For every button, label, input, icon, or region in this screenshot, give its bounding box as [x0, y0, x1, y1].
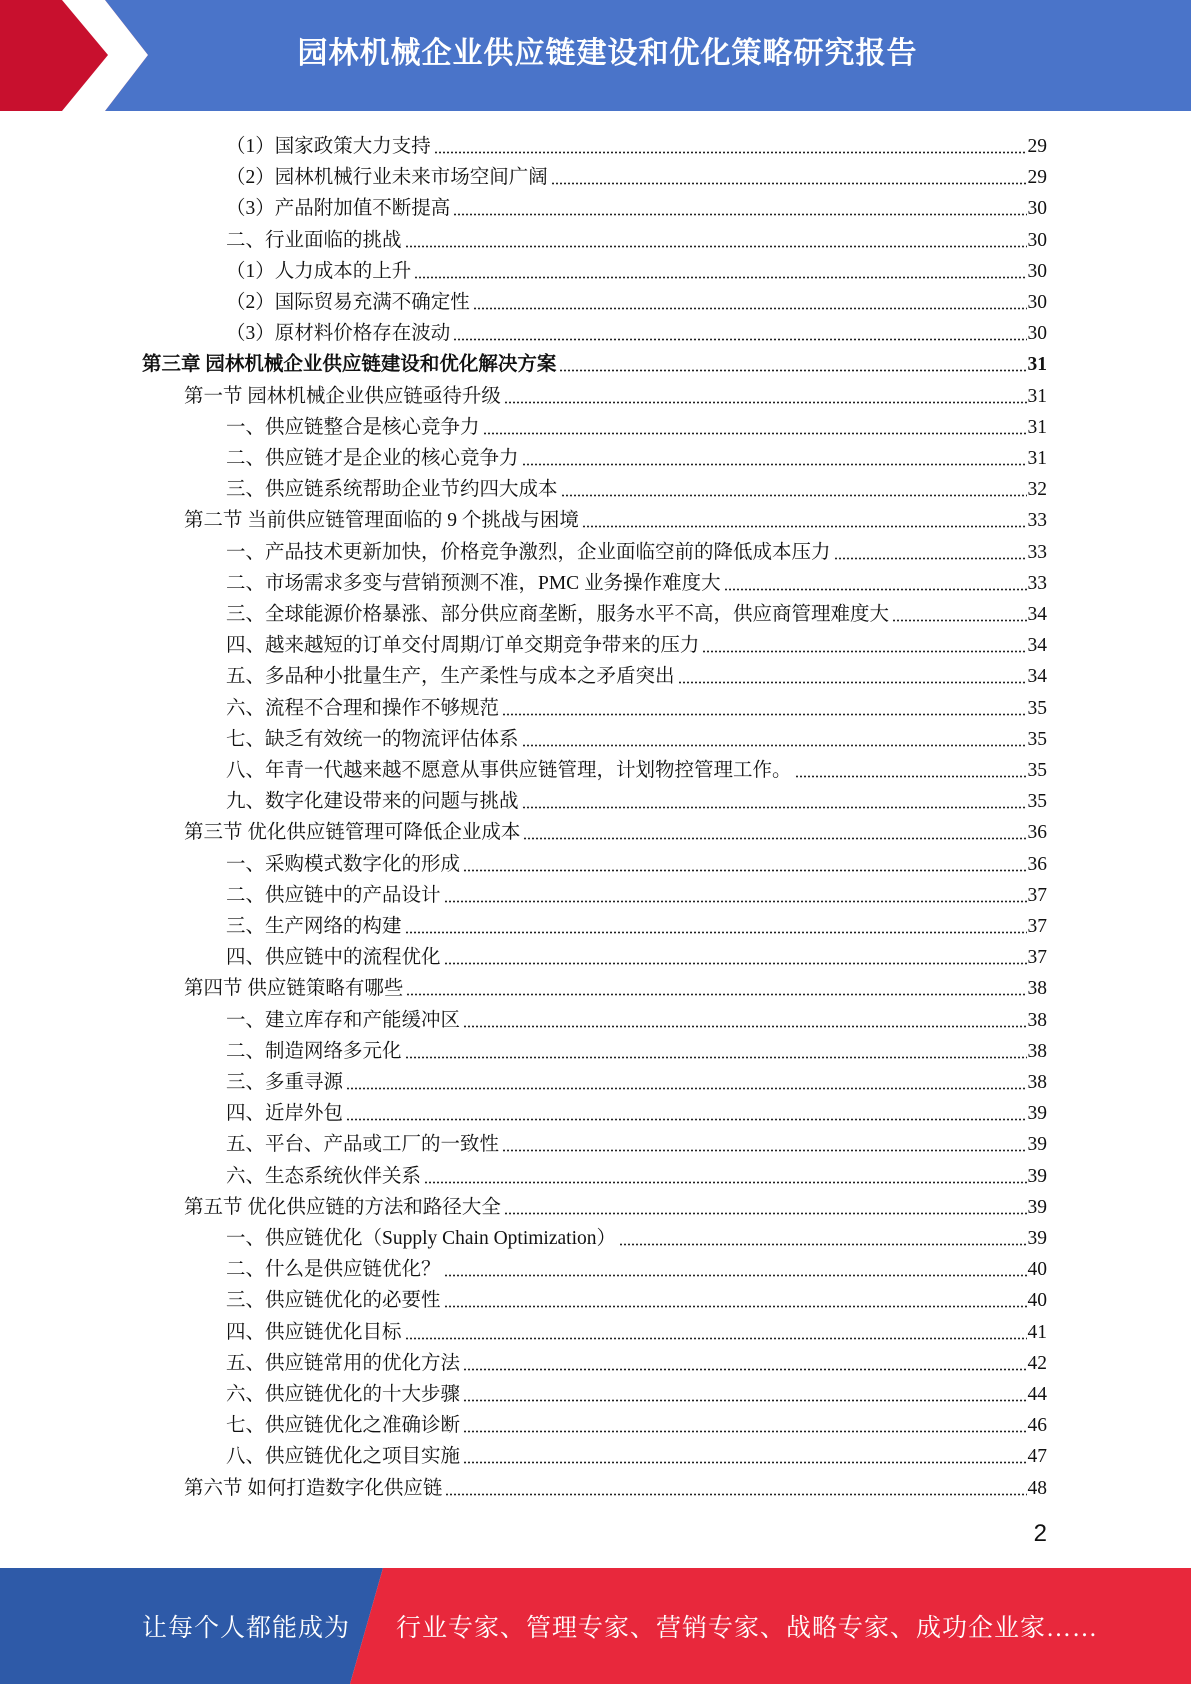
toc-entry-page: 38 — [1027, 1040, 1047, 1062]
toc-entry-page: 41 — [1027, 1321, 1047, 1343]
toc-entry[interactable] — [0, 1125, 1191, 1156]
toc-entry-title: （1）人力成本的上升 — [226, 260, 412, 282]
page-header — [0, 0, 1191, 111]
toc-entry-title: 九、数字化建设带来的问题与挑战 — [226, 791, 519, 813]
toc-entry[interactable] — [0, 969, 1191, 1000]
toc-entry[interactable] — [0, 127, 1191, 158]
toc-entry-title: （1）国家政策大力支持 — [226, 136, 431, 157]
toc-entry[interactable] — [0, 1344, 1191, 1375]
toc-entry[interactable] — [0, 408, 1191, 439]
toc-entry-page: 31 — [1027, 385, 1047, 407]
toc-dot-leader — [444, 1305, 1027, 1308]
toc-entry-title: 二、市场需求多变与营销预测不准，PMC 业务操作难度大 — [226, 572, 721, 594]
toc-entry-title: 四、供应链优化目标 — [226, 1321, 402, 1343]
toc-entry-page: 36 — [1027, 853, 1047, 875]
toc-entry-page: 37 — [1027, 916, 1047, 937]
toc-entry-page: 40 — [1027, 1259, 1047, 1281]
toc-entry-title: 一、供应链优化（Supply Chain Optimization） — [226, 1228, 616, 1249]
toc-entry[interactable] — [0, 1063, 1191, 1094]
toc-dot-leader — [522, 463, 1027, 466]
toc-entry-page: 35 — [1027, 760, 1047, 781]
toc-entry-page: 33 — [1027, 510, 1047, 532]
toc-entry-title: （3）原材料价格存在波动 — [226, 323, 451, 345]
toc-entry[interactable] — [0, 439, 1191, 470]
toc-entry-title: 一、采购模式数字化的形成 — [226, 853, 461, 875]
toc-dot-leader — [702, 650, 1026, 653]
toc-dot-leader — [434, 151, 1027, 154]
toc-entry-title: 七、供应链优化之准确诊断 — [226, 1415, 461, 1437]
toc-entry[interactable] — [0, 377, 1191, 408]
toc-dot-leader — [406, 993, 1026, 996]
toc-dot-leader — [724, 588, 1027, 591]
toc-dot-leader — [483, 432, 1027, 435]
toc-entry[interactable] — [0, 938, 1191, 969]
toc-dot-leader — [559, 369, 1026, 372]
toc-entry-title: 八、供应链优化之项目实施 — [226, 1446, 461, 1468]
toc-entry[interactable] — [0, 1032, 1191, 1063]
report-title: 园林机械企业供应链建设和优化策略研究报告 — [297, 36, 918, 71]
toc-entry[interactable] — [0, 782, 1191, 813]
toc-entry-page: 34 — [1027, 635, 1047, 657]
toc-entry[interactable] — [0, 720, 1191, 751]
toc-dot-leader — [582, 525, 1027, 528]
toc-entry-page: 30 — [1027, 292, 1047, 313]
toc-entry-page: 33 — [1027, 572, 1047, 594]
toc-dot-leader — [504, 1212, 1027, 1215]
toc-entry-page: 35 — [1027, 697, 1047, 719]
toc-dot-leader — [795, 775, 1027, 778]
toc-dot-leader — [444, 900, 1027, 903]
toc-entry-page: 32 — [1027, 479, 1047, 501]
toc-entry[interactable] — [0, 314, 1191, 345]
page-number: 2 — [1033, 1520, 1047, 1547]
toc-entry-title: （2）园林机械行业未来市场空间广阔 — [226, 167, 548, 189]
toc-entry-title: 三、供应链优化的必要性 — [226, 1290, 441, 1312]
toc-entry[interactable] — [0, 907, 1191, 938]
toc-entry[interactable] — [0, 1313, 1191, 1344]
toc-entry-title: （2）国际贸易充满不确定性 — [226, 292, 470, 313]
toc-entry-title: 五、多品种小批量生产，生产柔性与成本之矛盾突出 — [226, 666, 675, 688]
toc-entry-title: 七、缺乏有效统一的物流评估体系 — [226, 728, 519, 750]
toc-entry-title: 六、生态系统伙伴关系 — [226, 1165, 422, 1187]
toc-entry[interactable] — [0, 501, 1191, 532]
footer-slogan-right: 行业专家、管理专家、营销专家、战略专家、成功企业家…… — [396, 1615, 1099, 1642]
toc-entry-page: 37 — [1027, 884, 1047, 906]
toc-entry[interactable] — [0, 751, 1191, 782]
toc-dot-leader — [463, 1368, 1026, 1371]
toc-entry-page: 40 — [1027, 1290, 1047, 1312]
toc-entry-title: 第四节 供应链策略有哪些 — [184, 978, 404, 1000]
toc-entry-page: 38 — [1027, 978, 1047, 1000]
toc-entry-page: 33 — [1027, 541, 1047, 563]
toc-entry[interactable] — [0, 1250, 1191, 1281]
toc-entry-title: 二、供应链才是企业的核心竞争力 — [226, 448, 519, 469]
toc-entry[interactable] — [0, 595, 1191, 626]
toc-entry[interactable] — [0, 1469, 1191, 1500]
toc-dot-leader — [405, 931, 1027, 934]
toc-entry-title: 六、供应链优化的十大步骤 — [226, 1384, 461, 1405]
toc-dot-leader — [522, 806, 1027, 809]
toc-dot-leader — [561, 494, 1027, 497]
toc-entry-title: 四、近岸外包 — [226, 1103, 344, 1125]
toc-entry-page: 36 — [1027, 822, 1047, 844]
toc-dot-leader — [405, 245, 1027, 248]
toc-entry-page: 30 — [1027, 260, 1047, 282]
toc-dot-leader — [453, 338, 1026, 341]
toc-entry-title: 八、年青一代越来越不愿意从事供应链管理，计划物控管理工作。 — [226, 760, 792, 781]
toc-entry-page: 39 — [1027, 1196, 1047, 1218]
toc-entry-page: 29 — [1027, 136, 1047, 157]
toc-entry-title: 五、供应链常用的优化方法 — [226, 1352, 461, 1374]
toc-dot-leader — [405, 1337, 1027, 1340]
toc-entry[interactable] — [0, 221, 1191, 252]
toc-entry-title: 三、全球能源价格暴涨、部分供应商垄断，服务水平不高，供应商管理难度大 — [226, 604, 890, 625]
toc-dot-leader — [502, 1149, 1026, 1152]
toc-dot-leader — [619, 1243, 1027, 1246]
toc-dot-leader — [522, 744, 1027, 747]
toc-entry-title: 第二节 当前供应链管理面临的 9 个挑战与困境 — [184, 510, 579, 532]
toc-entry-page: 46 — [1027, 1415, 1047, 1437]
toc-entry-page: 39 — [1027, 1134, 1047, 1156]
toc-entry[interactable] — [0, 189, 1191, 220]
toc-entry-title: 一、产品技术更新加快，价格竞争激烈，企业面临空前的降低成本压力 — [226, 541, 831, 563]
toc-entry[interactable] — [0, 876, 1191, 907]
toc-entry-title: 四、越来越短的订单交付周期/订单交期竞争带来的压力 — [226, 635, 700, 657]
toc-entry-page: 30 — [1027, 198, 1047, 220]
toc-dot-leader — [678, 681, 1027, 684]
toc-entry[interactable] — [0, 1375, 1191, 1406]
page-footer — [0, 1568, 1191, 1684]
toc-entry-title: 二、什么是供应链优化？ — [226, 1259, 441, 1281]
toc-entry[interactable] — [0, 1219, 1191, 1250]
footer-slogan-left: 让每个人都能成为 — [142, 1615, 351, 1642]
toc-entry[interactable] — [0, 564, 1191, 595]
toc-entry-title: 五、平台、产品或工厂的一致性 — [226, 1134, 500, 1156]
toc-dot-leader — [463, 1430, 1026, 1433]
toc-entry-page: 30 — [1027, 323, 1047, 345]
toc-entry-page: 29 — [1027, 167, 1047, 189]
toc-entry-title: 二、行业面临的挑战 — [226, 229, 402, 251]
toc-entry-title: 第五节 优化供应链的方法和路径大全 — [184, 1196, 501, 1218]
toc-entry[interactable] — [0, 283, 1191, 314]
toc-entry-title: 二、制造网络多元化 — [226, 1040, 402, 1062]
toc-entry-title: 一、建立库存和产能缓冲区 — [226, 1009, 461, 1031]
toc-entry-page: 34 — [1027, 666, 1047, 688]
toc-dot-leader — [444, 1274, 1027, 1277]
toc-dot-leader — [445, 1493, 1026, 1496]
toc-entry[interactable] — [0, 533, 1191, 564]
toc-entry-title: 四、供应链中的流程优化 — [226, 947, 441, 969]
toc-entry-page: 39 — [1027, 1165, 1047, 1187]
toc-dot-leader — [346, 1087, 1026, 1090]
toc-entry[interactable] — [0, 845, 1191, 876]
toc-dot-leader — [444, 962, 1027, 965]
toc-entry-page: 34 — [1027, 604, 1047, 625]
toc-entry-title: 一、供应链整合是核心竞争力 — [226, 416, 480, 438]
toc-entry[interactable] — [0, 1437, 1191, 1468]
toc-entry-page: 31 — [1027, 354, 1047, 376]
toc-dot-leader — [463, 1025, 1026, 1028]
toc-entry[interactable] — [0, 1406, 1191, 1437]
toc-dot-leader — [551, 182, 1027, 185]
toc-entry-title: 第三章 园林机械企业供应链建设和优化解决方案 — [142, 354, 557, 376]
toc-entry-page: 38 — [1027, 1072, 1047, 1093]
toc-entry-page: 35 — [1027, 728, 1047, 750]
toc-dot-leader — [504, 401, 1027, 404]
toc-entry-page: 37 — [1027, 947, 1047, 969]
toc-entry-page: 30 — [1027, 229, 1047, 251]
toc-entry-title: 三、生产网络的构建 — [226, 916, 402, 937]
toc-dot-leader — [453, 213, 1026, 216]
toc-entry[interactable] — [0, 1094, 1191, 1125]
toc-dot-leader — [463, 1461, 1026, 1464]
toc-entry-page: 35 — [1027, 791, 1047, 813]
toc-dot-leader — [424, 1181, 1026, 1184]
toc-entry[interactable] — [0, 657, 1191, 688]
toc-dot-leader — [405, 1056, 1027, 1059]
toc-entry-page: 38 — [1027, 1009, 1047, 1031]
toc-entry[interactable] — [0, 813, 1191, 844]
toc-entry-page: 47 — [1027, 1446, 1047, 1468]
toc-dot-leader — [892, 619, 1026, 622]
toc-entry[interactable] — [0, 158, 1191, 189]
toc-entry-page: 39 — [1027, 1228, 1047, 1249]
toc-dot-leader — [463, 1399, 1026, 1402]
toc-dot-leader — [502, 713, 1026, 716]
toc-entry-title: 第六节 如何打造数字化供应链 — [184, 1477, 443, 1499]
toc-entry-title: 二、供应链中的产品设计 — [226, 884, 441, 906]
toc-entry-title: 三、供应链系统帮助企业节约四大成本 — [226, 479, 558, 501]
toc-entry-page: 42 — [1027, 1352, 1047, 1374]
toc-dot-leader — [834, 557, 1027, 560]
toc-dot-leader — [473, 307, 1027, 310]
toc-entry[interactable] — [0, 252, 1191, 283]
toc-entry[interactable] — [0, 626, 1191, 657]
toc-entry[interactable] — [0, 470, 1191, 501]
toc-entry[interactable] — [0, 1157, 1191, 1188]
toc-entry[interactable] — [0, 345, 1191, 376]
toc-dot-leader — [523, 837, 1026, 840]
toc-entry-page: 44 — [1027, 1384, 1047, 1405]
toc-entry-title: （3）产品附加值不断提高 — [226, 198, 451, 220]
toc-dot-leader — [346, 1118, 1026, 1121]
toc-entry[interactable] — [0, 1281, 1191, 1312]
toc-entry[interactable] — [0, 1188, 1191, 1219]
toc-entry-title: 第一节 园林机械企业供应链亟待升级 — [184, 385, 501, 407]
toc-dot-leader — [414, 276, 1026, 279]
toc-entry-page: 39 — [1027, 1103, 1047, 1125]
toc-dot-leader — [463, 869, 1026, 872]
toc-entry-title: 第三节 优化供应链管理可降低企业成本 — [184, 822, 521, 844]
toc-entry-page: 48 — [1027, 1477, 1047, 1499]
toc-entry[interactable] — [0, 1001, 1191, 1032]
toc-entry[interactable] — [0, 689, 1191, 720]
toc-entry-page: 31 — [1027, 448, 1047, 469]
toc-entry-title: 三、多重寻源 — [226, 1072, 344, 1093]
toc-entry-page: 31 — [1027, 416, 1047, 438]
toc-entry-title: 六、流程不合理和操作不够规范 — [226, 697, 500, 719]
